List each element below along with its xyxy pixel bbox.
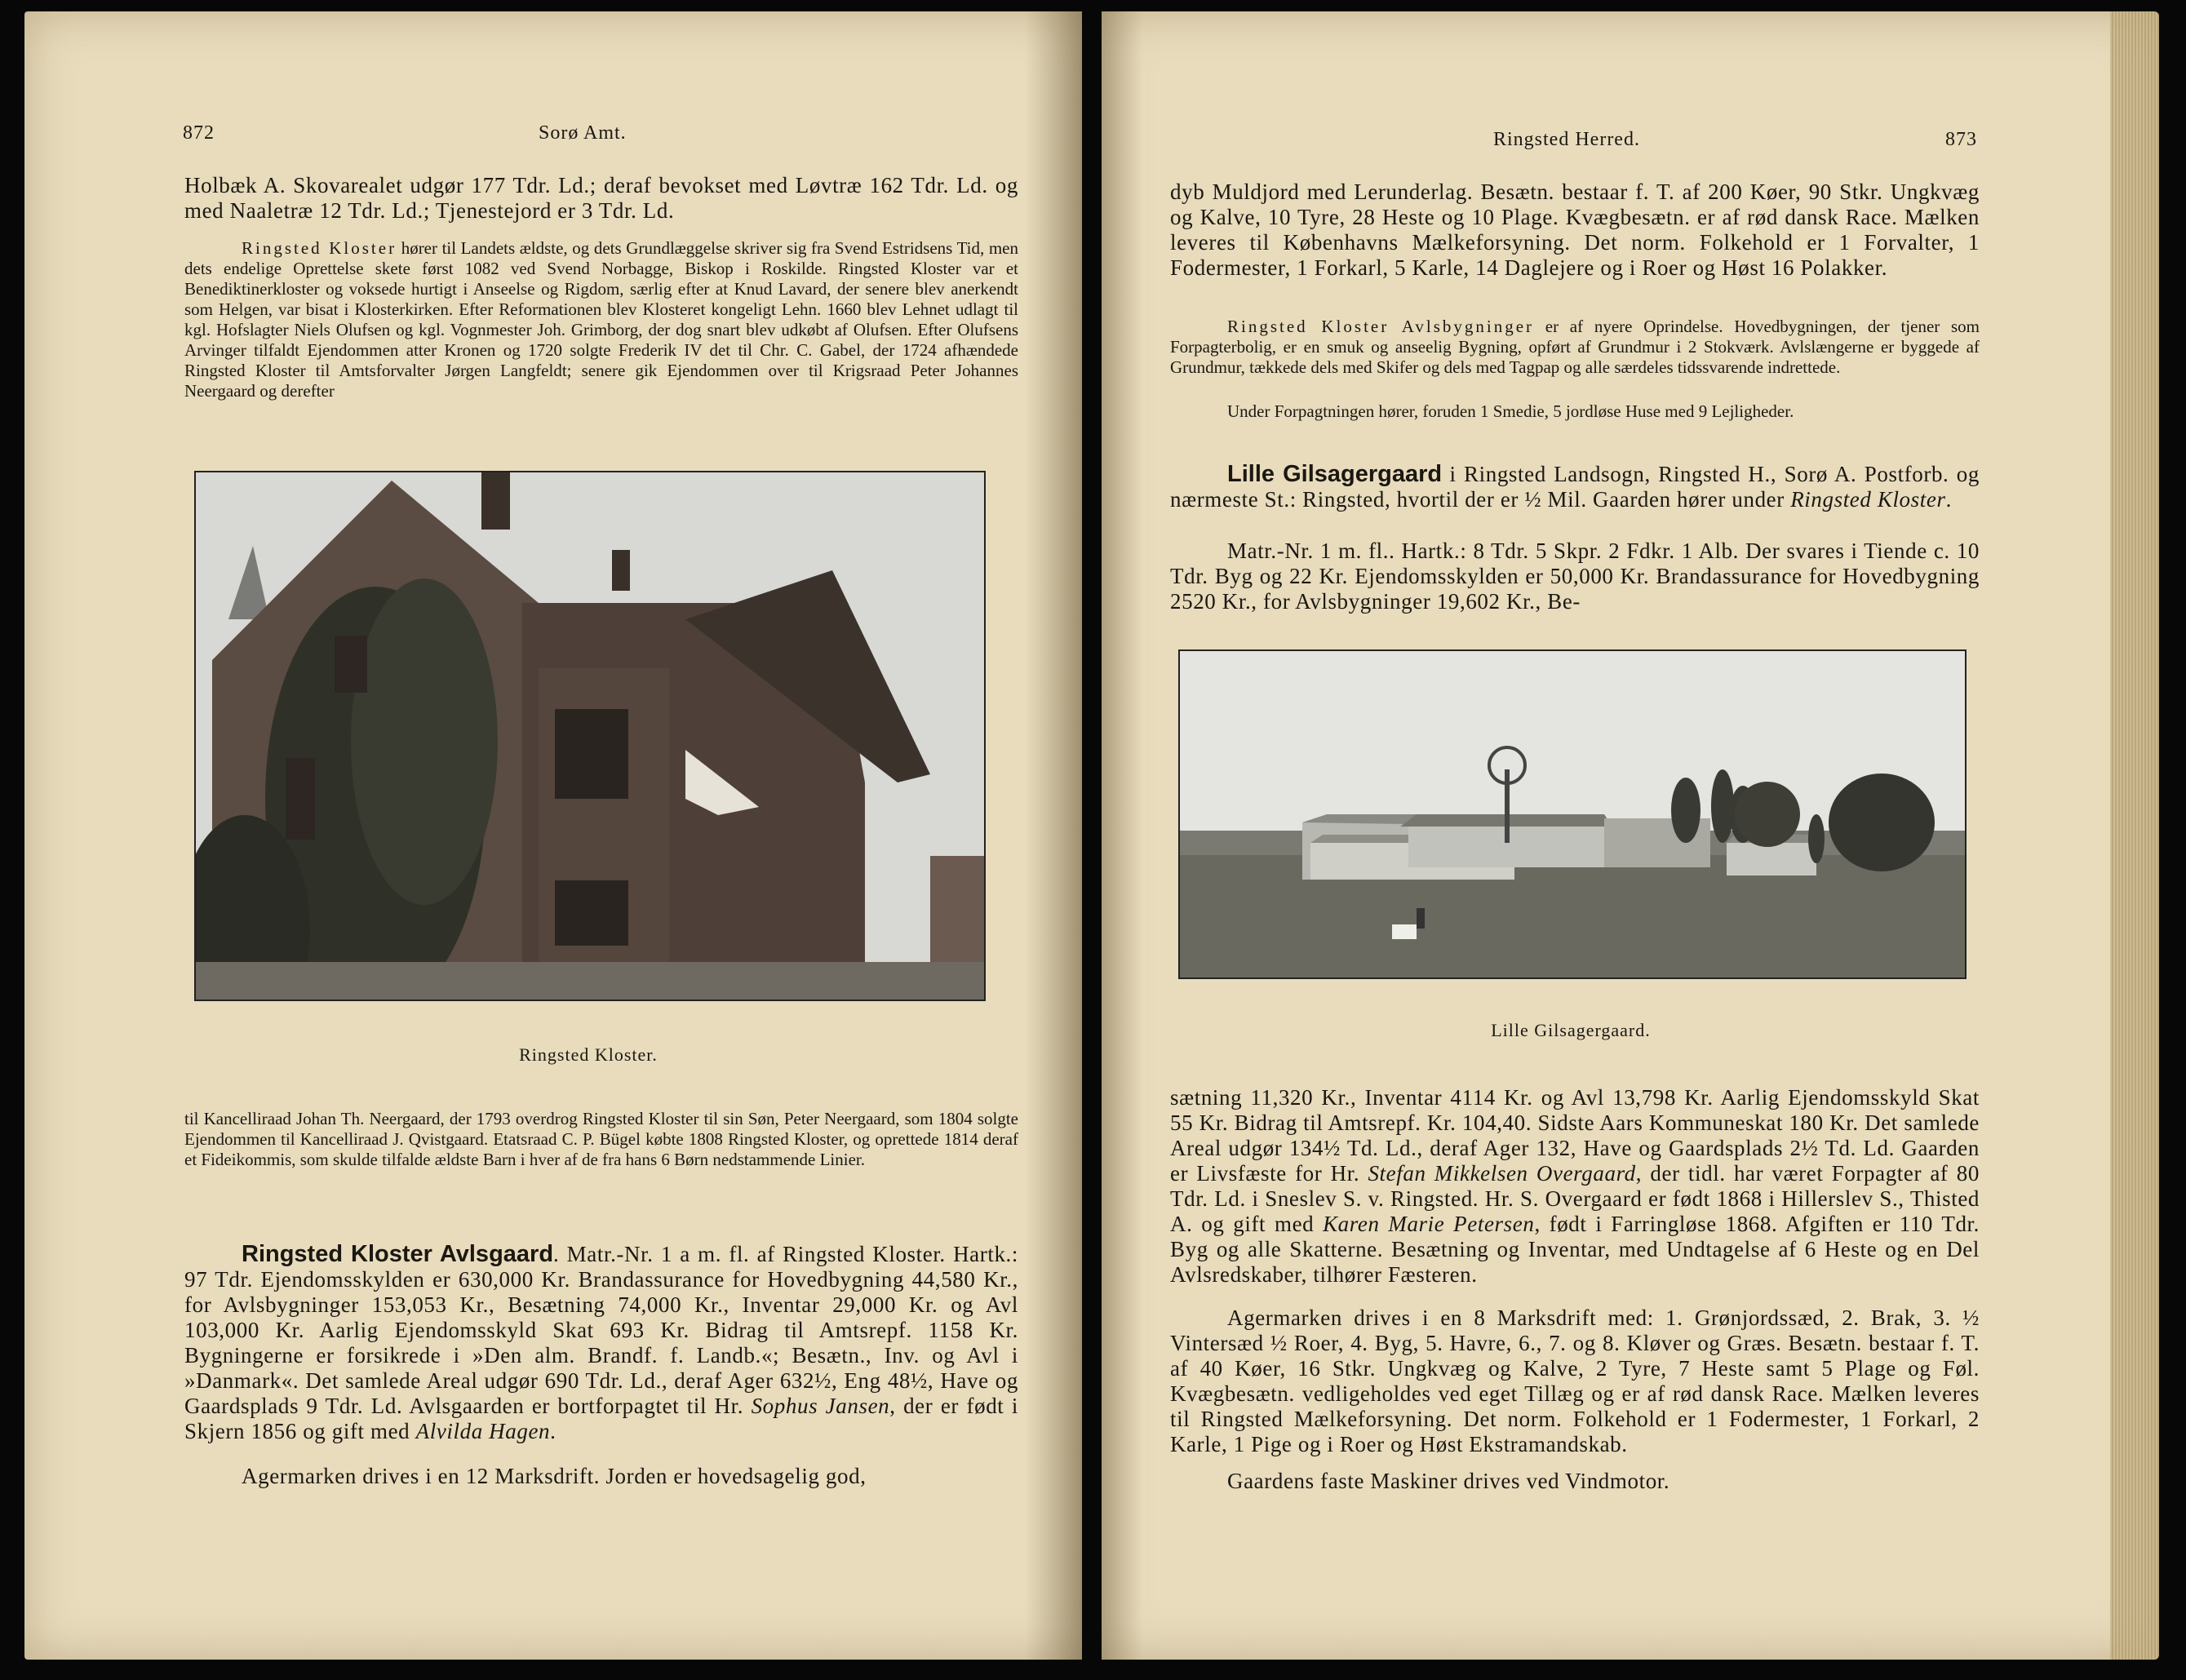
photo-lille-gilsagergaard [1178,649,1967,979]
history-title: Ringsted Kloster [242,238,397,258]
wife-name: Alvilda Hagen [415,1419,551,1443]
machinery-paragraph: Gaardens faste Maskiner drives ved Vindmotor. [1227,1469,1670,1493]
page-number: 872 [183,122,215,144]
after-photo-paragraph [1170,1085,1980,1288]
entry-text: , der er født i Skjern 1856 og gift med [184,1394,1018,1443]
right-page [1102,11,2159,1660]
holder-name: Stefan Mikkelsen Overgaard [1368,1161,1636,1186]
buildings-title: Ringsted Kloster Avlsbygninger [1227,317,1535,336]
paragraph-text: sætning 11,320 Kr., Inventar 4114 Kr. og Avl 13,798 Kr. Aarlig Ejendomsskyld Skat 55 Kr. Bidrag til Amtsrepf. Kr. 104,40. Sidste Aars Kommuneskat 180 Kr. Det samlede Areal udgør 134½ Td. Ld., deraf Ager 132, Have og Gaardsplads 2½ Td. Ld. Gaarden er Livsfæste for Hr. [1170,1085,1980,1186]
entry-paragraph [1170,462,1980,512]
tenant-name: Sophus Jansen [751,1394,890,1418]
entry-last-line: Agermarken drives i en 12 Marksdrift. Jorden er hovedsagelig god, [242,1464,867,1488]
continued-paragraph: dyb Muldjord med Lerunderlag. Besætn. bestaar f. T. af 200 Køer, 90 Stkr. Ungkvæg og Kalve, 10 Tyre, 28 Heste og 10 Plage. Kvægbesætn. er af rød dansk Race. Mælken leveres til Københavns Mælkeforsyning. Det norm. Folkehold er 1 Forvalter, 1 Fodermester, 1 Forkarl, 5 Karle, 14 Daglejere og i Roer og Høst 16 Polakker. [1170,180,1980,280]
photo-caption: Lille Gilsagergaard. [1491,1020,1651,1040]
entry-text: . [550,1419,556,1443]
page-number: 873 [1945,129,1977,150]
running-head: Sorø Amt. [539,122,627,144]
owner-ref: Ringsted Kloster [1790,487,1946,512]
paragraph-text: , født i Farringløse 1868. Afgiften er 110 Tdr. Byg og alle Skatterne. Besætning og Inventar, med Undtagelse af 6 Heste og en Del Avlsredskaber, tilhører Fæsteren. [1170,1212,1980,1287]
gutter-shadow [1025,11,1082,1660]
running-head: Ringsted Herred. [1493,129,1640,150]
photo-ringsted-kloster [194,471,986,1001]
entry-paragraph [184,1242,1018,1444]
entry-text: i Ringsted Landsogn, Ringsted H., Sorø A. Postforb. og nærmeste St.: Ringsted, hvortil der er ½ Mil. Gaarden hører under [1170,462,1980,512]
left-page [24,11,1082,1660]
page-edge [2110,11,2159,1660]
history-text: hører til Landets ældste, og dets Grundlæggelse skriver sig fra Svend Estridsens Tid, men dets endelige Oprettelse skete først 1082 ved Svend Norbagge, Biskop i Roskilde. Ringsted Kloster var et Benediktinerkloster og voksede hurtigt i Anseelse og Rigdom, særlig efter at Knud Lavard, der senere blev anerkendt som Helgen, var bisat i Klosterkirken. Efter Reformationen blev Klosteret kongeligt Lehn. 1660 blev Lehnet udlagt til kgl. Hofslagter Niels Olufsen og kgl. Vognmester Joh. Grimborg, der dog snart blev udkøbt af Olufsen. Efter Olufsens Arvinger tilfaldt Ejendommen atter Kronen og 1720 solgte Frederik IV det til Chr. C. Gabel, der 1724 afhændede Ringsted Kloster til Amtsforvalter Jørgen Langfeldt; senere gik Ejendommen over til Krigsraad Peter Johannes Neergaard og derefter [184,238,1018,401]
gutter-shadow [1102,11,1142,1660]
entry-title: Ringsted Kloster Avlsgaard [242,1241,554,1267]
holder-wife: Karen Marie Petersen [1323,1212,1535,1236]
buildings-text: er af nyere Oprindelse. Hovedbygningen, der tjener som Forpagterbolig, er en smuk og anseelig Bygning, opført af Grundmur i 2 Stokværk. Avlslængerne er byggede af Grundmur, tækkede dels med Skifer og dels med Tagpap og alle særdeles tidssvarende indrettede. [1170,317,1980,377]
buildings-paragraph [1170,317,1980,378]
crop-rotation-paragraph: Agermarken drives i en 8 Marksdrift med: 1. Grønjordssæd, 2. Brak, 3. ½ Vintersæd ½ Roer, 4. Byg, 5. Havre, 6., 7. og 8. Kløver og Græs. Besætn. bestaar f. T. af 40 Køer, 16 Stkr. Ungkvæg og Kalve, 2 Tyre, 7 Heste samt 5 Plage og Føl. Kvægbesætn. vedligeholdes ved eget Tillæg og er af rød dansk Race. Mælken leveres til Ringsted Mælkeforsyning. Det norm. Folkehold er 1 Fodermester, 1 Forkarl, 2 Karle, 1 Pige og i Roer og Høst Ekstramandskab. [1170,1305,1980,1456]
intro-paragraph: Holbæk A. Skovarealet udgør 177 Tdr. Ld.; deraf bevokset med Løvtræ 162 Tdr. Ld. og med Naaletræ 12 Tdr. Ld.; Tjenestejord er 3 Tdr. Ld. [184,173,1018,223]
history-paragraph [184,238,1018,401]
entry-matr: Matr.-Nr. 1 m. fl.. Hartk.: 8 Tdr. 5 Skpr. 2 Fdkr. 1 Alb. Der svares i Tiende c. 10 Tdr. Byg og 22 Kr. Ejendomsskylden er 50,000 Kr. Brandassurance for Hovedbygning 2520 Kr., for Avlsbygninger 19,602 Kr., Be- [1170,539,1980,614]
buildings-paragraph-2: Under Forpagtningen hører, foruden 1 Smedie, 5 jordløse Huse med 9 Lejligheder. [1227,401,1794,421]
entry-text: . Matr.-Nr. 1 a m. fl. af Ringsted Kloster. Hartk.: 97 Tdr. Ejendomsskylden er 630,000 Kr. Brandassurance for Hovedbygning 44,580 Kr., for Avlsbygninger 153,053 Kr., Besætning 74,000 Kr., Inventar 29,000 Kr. og Avl 103,000 Kr. Aarlig Ejendomsskyld Skat 693 Kr. Bidrag til Amtsrepf. 1158 Kr. Bygningerne er forsikrede i »Den alm. Brandf. f. Landb.«; Besætn., Inv. og Avl i »Danmark«. Det samlede Areal udgør 690 Tdr. Ld., deraf Ager 632½, Eng 48½, Have og Gaardsplads 9 Tdr. Ld. Avlsgaarden er bortforpagtet til Hr. [184,1242,1018,1418]
photo-caption: Ringsted Kloster. [519,1044,658,1065]
paragraph-text: , der tidl. har været Forpagter af 80 Tdr. Ld. i Sneslev S. v. Ringsted. Hr. S. Overgaard er født 1868 i Hillerslev S., Thisted A. og gift med [1170,1161,1980,1236]
entry-text: . [1945,487,1952,512]
entry-title: Lille Gilsagergaard [1227,461,1443,487]
history-continued: til Kancelliraad Johan Th. Neergaard, der 1793 overdrog Ringsted Kloster til sin Søn, Peter Neergaard, som 1804 solgte Ejendommen til Kancelliraad J. Qvistgaard. Etatsraad C. P. Bügel købte 1808 Ringsted Kloster, og oprettede 1814 deraf et Fideikommis, som skulde tilfalde ældste Barn i hver af de fra hans 6 Børn nedstammende Linier. [184,1109,1018,1169]
